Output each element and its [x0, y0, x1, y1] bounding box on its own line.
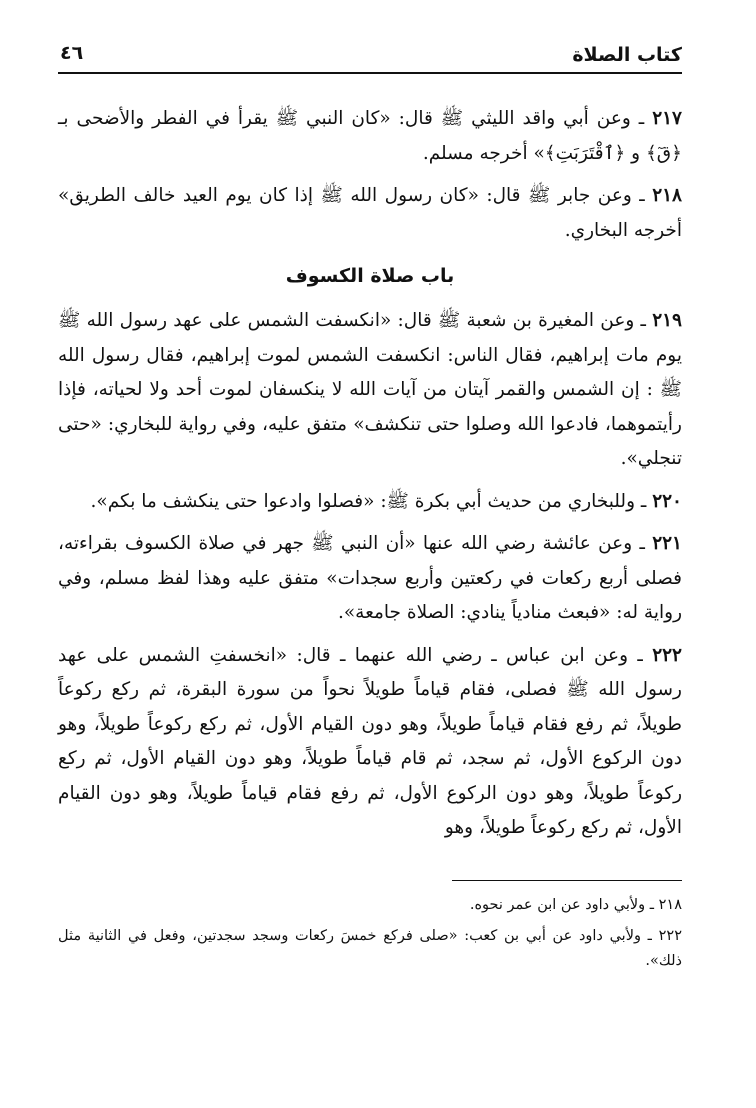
footnote-divider — [452, 880, 682, 881]
footnote-222: ٢٢٢ ـ ولأبي داود عن أبي بن كعب: «صلى فركع خمسَ ركعات وسجد سجدتين، وفعل في الثانية مثل ذلك». — [58, 927, 682, 969]
hadith-220 — [58, 485, 682, 520]
hadith-221 — [58, 527, 682, 631]
hadith-text: ـ وعن المغيرة بن شعبة ﷺ قال: «انكسفت الشمس على عهد رسول الله ﷺ يوم مات إبراهيم، فقال الناس: انكسفت الشمس لموت إبراهيم، فقال رسول الله ﷺ : إن الشمس والقمر آيتان من آيات الله لا ينكسفان لموت أحد ولا لحياته، فإذا رأيتموهما، فادعوا الله وصلوا حتى تنكشف» متفق عليه، وفي رواية للبخاري: «حتى تنجلي». — [58, 310, 682, 469]
hadith-222 — [58, 639, 682, 846]
hadith-217 — [58, 102, 682, 171]
chapter-title: كتاب الصلاة — [572, 44, 682, 66]
page-body — [58, 102, 682, 974]
hadith-number: ٢١٩ — [652, 310, 682, 331]
footnote-218: ٢١٨ ـ ولأبي داود عن ابن عمر نحوه. — [469, 896, 682, 913]
book-page — [58, 42, 682, 1082]
hadith-number: ٢١٨ — [652, 185, 682, 206]
hadith-text: ـ وعن أبي واقد الليثي ﷺ قال: «كان النبي ﷺ يقرأ في الفطر والأضحى بـ ﴿قٓ﴾ و ﴿ٱقْتَرَبَتِ﴾» أخرجه مسلم. — [58, 108, 682, 164]
page-header — [58, 42, 682, 74]
hadith-218 — [58, 179, 682, 248]
page-number: ٤٦ — [60, 42, 84, 64]
hadith-number: ٢٢١ — [652, 533, 682, 554]
footnote-divider-wrap — [58, 854, 682, 893]
hadith-219 — [58, 304, 682, 477]
section-heading: باب صلاة الكسوف — [285, 265, 455, 287]
hadith-number: ٢١٧ — [652, 108, 682, 129]
hadith-text: ـ وعن ابن عباس ـ رضي الله عنهما ـ قال: «انخسفتِ الشمس على عهد رسول الله ﷺ فصلى، فقام قياماً طويلاً نحواً من سورة البقرة، ثم ركع ركوعاً طويلاً، ثم رفع فقام قياماً طويلاً، وهو دون القيام الأول، ثم ركع ركوعاً طويلاً، وهو دون الركوع الأول، ثم سجد، ثم قام قياماً طويلاً، وهو دون القيام الأول، ثم ركع ركوعاً طويلاً، وهو دون الركوع الأول، ثم رفع فقام قياماً طويلاً، وهو دون القيام الأول، ثم ركع ركوعاً طويلاً، وهو — [58, 644, 682, 838]
hadith-number: ٢٢٢ — [652, 644, 682, 666]
hadith-text: ـ وللبخاري من حديث أبي بكرة ﷺ: «فصلوا وادعوا حتى ينكشف ما بكم». — [90, 490, 653, 512]
hadith-text: ـ وعن عائشة رضي الله عنها «أن النبي ﷺ جهر في صلاة الكسوف بقراءته، فصلى أربع ركعات في ركعتين وأربع سجدات» متفق عليه وهذا لفظ مسلم، وفي رواية له: «فبعث منادياً ينادي: الصلاة جامعة». — [58, 533, 682, 623]
hadith-text: ـ وعن جابر ﷺ قال: «كان رسول الله ﷺ إذا كان يوم العيد خالف الطريق» أخرجه البخاري. — [58, 185, 682, 241]
hadith-number: ٢٢٠ — [652, 490, 682, 512]
